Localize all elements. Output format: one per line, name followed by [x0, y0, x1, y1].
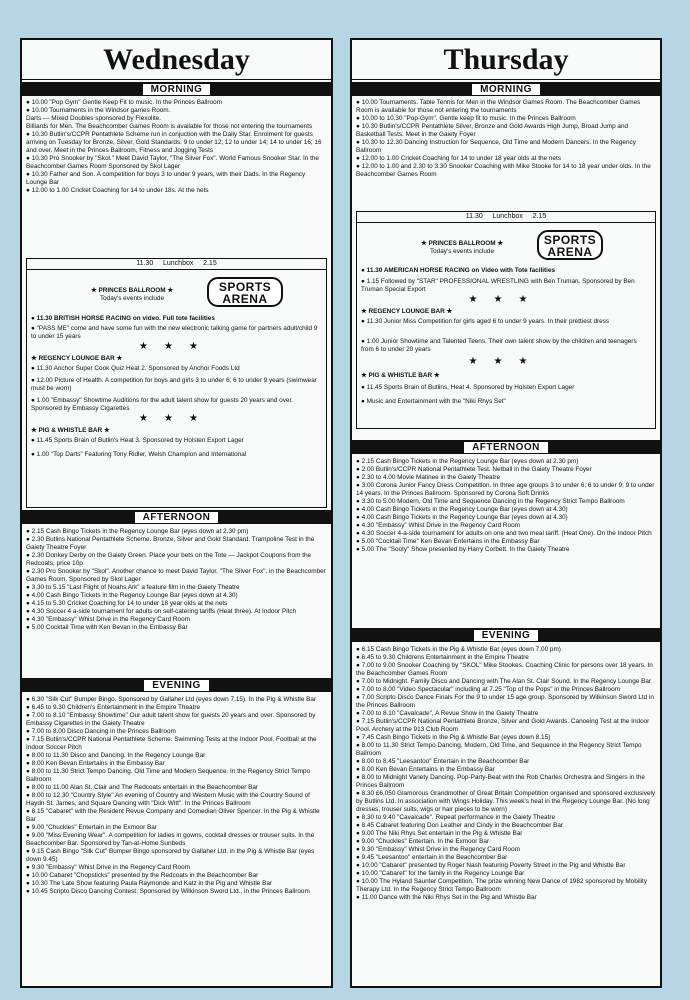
event-item: ● 8.00 to 11.00 Alan St. Clair and The Redcoats entertain in the Beachcomber Bar [26, 784, 259, 791]
event-item: ● 3.30 to 5.15 "Last Flight of Noahs Ark" a feature film in the Gaiety Theatre [26, 584, 240, 591]
evening-list [356, 646, 656, 986]
section-label: MORNING [142, 83, 212, 96]
afternoon-header [352, 440, 660, 454]
event-item: ● 2.30 Donkey Derby on the Gaiety Green. Place your bets on the Tote — Jackpot Coupons from the Redcoats, price 10p [26, 552, 312, 567]
event-item: ● 8.00 to 11.30 Strict Tempo Dancing. Old Time and Modern Sequence. In the Regency Strict Tempo Ballroom [26, 768, 311, 783]
lunch-item: ● 11.30 Anchor Super Cook Quiz Heat 2. Sponsored by Anchor Foods Ltd [31, 365, 240, 372]
event-item: ● 2.30 Pro Snooker by "Skol". Another chance to meet David Taylor, "The Silver Fox", in the Beachcomber Games Room. Sponsored by Skol Lager [26, 568, 326, 583]
event-item: ● 7.00 to Midnight. Family Disco and Dancing with The Alan St. Clair Sound. In the Regency Lounge Bar [356, 678, 652, 685]
event-item: ● 4.00 Cash Bingo Tickets in the Regency Lounge Bar (eyes down at 4.30) [26, 592, 238, 599]
event-item: ● 5.00 "Cocktail Time" Ken Bevan Entertains in the Embassy Bar [356, 538, 540, 545]
event-item: ● 9.15 Cash Bingo "Silk Cut" Bumper Bingo sponsored by Gallaher Ltd. in the Pig & Whistle Bar (eyes down 9.45) [26, 848, 315, 863]
event-item: ● 7.00 to 8.00 Disco Dancing in the Princes Ballroom [26, 728, 176, 735]
event-item: ● 2.30 Butlins National Pentathlete Scheme. Bronze, Silver and Gold Standard. Trampoline Test in the Gaiety Theatre Foyer [26, 536, 315, 551]
event-item: ● 12.00 to 1.00 and 2.30 to 3.30 Snooker Coaching with Mike Stooke for 14 to 18 year under olds. In the Beachcomber Games Room [356, 163, 651, 178]
sports-arena-logo: SPORTS ARENA [537, 230, 603, 260]
event-item: ● 8.00 to Midnight Variety Dancing. Pop-Party-Beat with the Rob Charles Orchestra and Singers in the Princes Ballroom [356, 774, 645, 789]
event-item: ● 7.00 to 8.10 "Embassy Showtime" Our adult talent show for guests 20 years and over. Sponsored by Embassy Cigarettes in the Gaiety Theatre [26, 712, 316, 727]
stars-divider: ★★★ [139, 341, 214, 352]
thursday-column [350, 38, 662, 988]
event-item: ● 8.00 to 11.30 Disco and Dancing. In the Regency Lounge Bar [26, 752, 206, 759]
event-item: ● 9.30 "Embassy" Whist Drive in the Regency Card Room [26, 864, 190, 871]
lunch-end: 2.15 [203, 260, 217, 267]
lunchbox-panel [26, 258, 327, 508]
section-label: MORNING [471, 83, 541, 96]
wednesday-column [20, 38, 333, 988]
event-item: ● 2.00 Butlin's/CCPR National Pentathlete Test. Netball in the Gaiety Theatre Foyer [356, 466, 592, 473]
sports-arena-logo: SPORTS ARENA [207, 277, 283, 307]
event-item: ● 10.00 Tournaments. Table Tennis for Men in the Windsor Games Room. The Beachcomber Games Room is available for those not entering the tournaments [356, 99, 641, 114]
event-item: ● 8.45 Cabaret featuring Don Leather and Cindy in the Beachcomber Bar [356, 822, 564, 829]
event-item: ● 5.00 The "Sooty" Show presented by Harry Corbett. In the Gaiety Theatre [356, 546, 570, 553]
event-item: ● 10.30 Butlin's/CCPR Pentathlete Scheme run in conjuction with the Daily Star. Enrolment for guests arriving on Tuesday for Bronze, Silver, Gold Standards. 9 to under 12; 12 to under 14; 14 to under 16; 16 and over. Meet in the Princes Ballroom, Fitness and Jogging Tests [26, 131, 322, 154]
princes-ballroom-heading: ★ PRINCES BALLROOM ★ [420, 240, 504, 247]
event-item: ● 3.00 Corona Junior Fancy Dress Competition. In three age groups 3 to under 6; 6 to under 9; 9 to under 14 years. In the Princes Ballroom. Sponsored by Corona Soft Drinks [356, 482, 655, 497]
event-item: ● 4.30 "Embassy" Whist Drive in the Regency Card Room [356, 522, 520, 529]
event-item: ● 4.00 Cash Bingo Tickets in the Regency Lounge Bar (eyes down at 4.30) [356, 506, 568, 513]
event-item: ● 10.45 Scripto Disco Dancing Contest. Sponsored by Wilkinson Sword Ltd., in the Princes Ballroom [26, 888, 310, 895]
event-item: ● 6.45 to 9.30 Children's Entertainment in the Empire Theatre [26, 704, 201, 711]
event-item: ● 12.00 to 1.00 Cricket Coaching for 14 to under 18 year olds at the nets [356, 155, 561, 162]
lunch-label: Lunchbox [163, 260, 194, 267]
event-item: ● 10.00 "Pop Gym" Gentle Keep Fit to music. In the Princes Ballroom [26, 99, 222, 106]
morning-header [22, 82, 331, 96]
event-item: ● 8.00 Ken Bevan Entertains in the Embassy Bar [356, 766, 495, 773]
princes-ballroom-heading: ★ PRINCES BALLROOM ★ [90, 287, 174, 294]
lunch-start: 11.30 [465, 213, 483, 220]
afternoon-list [26, 528, 327, 676]
event-item: ● 3.30 to 5.00 Modern, Old Time and Sequence Dancing in the Regency Strict Tempo Ballroom [356, 498, 625, 505]
event-item: ● 7.45 Cash Bingo Tickets in the Pig & Whistle Bar (eyes down 8.15) [356, 734, 551, 741]
lunch-item: ● 1.00 Junior Showtime and Talented Teens. Their own talent show by the children and teenagers from 6 to under 20 years [361, 338, 637, 353]
event-item: ● 10.30 The Late Show featuring Paula Raymonde and Katz in the Pig and Whistle Bar [26, 880, 273, 887]
event-item: ● 8.15 "Cabaret" with the Resident Revue Company and Comedian Oliver Spencer. In the Pig & Whistle Bar [26, 808, 320, 823]
event-item: Darts — Mixed Doubles sponsored by Flexolite. [26, 115, 161, 122]
day-title: Wednesday [22, 40, 331, 80]
lunch-item: ● 11.30 Junior Miss Competition for girls aged 6 to under 9 years. In their prettiest dress [361, 318, 610, 325]
regency-lounge-heading: ★ REGENCY LOUNGE BAR ★ [31, 355, 123, 362]
event-item: ● 7.15 Butlin's/CCPR National Pentathlete Bronze, Silver and Gold Awards. Canoeing Test at the Indoor Pool. Archery at the 913 Club Room [356, 718, 650, 733]
lunchbox-header [27, 259, 326, 270]
event-item: ● 4.30 Soccer 4 a-side tournament for adults on self-catering tariffs (Heat three). At Indoor Pitch [26, 608, 297, 615]
day-title: Thursday [352, 40, 660, 80]
morning-list [26, 99, 327, 259]
event-item: Billiards for Men. The Beachcomber Games Room is available for those not entering the tournaments [26, 123, 313, 130]
event-item: ● 10.00 to 10.30 "Pop-Gym". Gentle keep fit to music. In the Princes Ballroom [356, 115, 576, 122]
event-item: ● 9.00 The Niki Rhys Set entertain in the Pig & Whistle Bar [356, 830, 523, 837]
event-item: ● 10.00 Cabaret "Chopsticks" presented by the Redcoats in the Beachcomber Bar [26, 872, 259, 879]
event-item: ● 2.30 to 4.00 Movie Matinee in the Gaiety Theatre [356, 474, 501, 481]
stars-divider: ★★★ [468, 356, 544, 367]
event-item: ● 10.00 "Cabaret" for the family in the Regency Lounge Bar [356, 870, 525, 877]
lunch-item: ● 1.00 "Embassy" Showtime Auditions for the adult talent show for guests 20 years and over. Sponsored by Embassy Cigarettes [31, 397, 294, 412]
event-item: ● 6.45 to 9.30 Childrens Entertainment in the Empire Theatre [356, 654, 529, 661]
lunchbox-panel [356, 211, 656, 429]
lunch-item: ● 12.00 Picture of Health. A competition for boys and girls 3 to under 6; 6 to under 9 years (swimwear must be worn) [31, 377, 317, 392]
princes-ballroom-sub: Today's events include [429, 248, 495, 255]
event-item: ● 7.00 to 8.00 "Video Spectacular" including at 7.25 "Top of the Pops" in the Princes Ballroom [356, 686, 620, 693]
event-item: ● 8.00 to 11.30 Strict Tempo Dancing. Modern, Old Time, and Sequence in the Regency Strict Tempo Ballroom [356, 742, 642, 757]
event-item: ● 11.00 Dance with the Niki Rhys Set in the Pig and Whistle Bar [356, 894, 537, 901]
event-item: ● 8.00 Ken Bevan Entertains in the Embassy Bar [26, 760, 165, 767]
event-item: ● 10.00 The Hyland Saunter Competition. The prize winning New Dance of 1982 sponsored by Mobility Therapy Ltd. In the Regency Strict Tempo Ballroom [356, 878, 648, 893]
event-item: ● 7.15 Butlin's/CCPR National Pentathlete Scheme. Swimming Tests at the Indoor Pool. Football at the Indoor Soccer Pitch [26, 736, 317, 751]
event-item: ● 7.00 to 8.10 "Cavalcade", A Revue Show in the Gaiety Theatre [356, 710, 539, 717]
event-item: ● 4.15 to 5.30 Cricket Coaching for 14 to under 18 year olds at the nets [26, 600, 228, 607]
event-item: ● 4.30 Soccer 4-a-side tournament for adults on one and two meal tariff. (Heat One). On the Indoor Pitch [356, 530, 652, 537]
morning-list [356, 99, 656, 219]
lunch-item: ● 1.15 Followed by "STAR" PROFESSIONAL WRESTLING with Ben Truman. Sponsored by Ben Truman Special Export [361, 278, 635, 293]
event-item: ● 8.30 to 9.40 "Cavalcade". Repeat performance in the Gaiety Theatre [356, 814, 556, 821]
lunchbox-header [357, 212, 655, 223]
event-item: ● 10.30 Butlin's/CCPR Pentathlete Silver, Bronze and Gold Awards High Jump, Broad Jump and Basketball Tests. Meet in the Gaiety Foyer [356, 123, 629, 138]
event-item: ● 10.30 Pro Snooker by "Skol." Meet David Taylor, "The Silver Fox". World Famous Snooker Star. In the Beachcomber Games Room Sponsored by Skol Lager [26, 155, 319, 170]
lunch-item: ● 11.30 AMERICAN HORSE RACING on Video with Tote facilities [361, 267, 556, 274]
event-item: ● 5.00 Cocktail Time with Ken Bevan in the Embassy Bar [26, 624, 188, 631]
stars-divider: ★★★ [468, 294, 544, 305]
event-item: ● 9.00 "Miss Evening Wear". A competition for ladies in gowns, cocktail dresses or trouser suits. In the Beachcomber Bar. Sponsored by Tan-at-Home Sunbeds [26, 832, 315, 847]
event-item: ● 10.30 Father and Son. A competition for boys 3 to under 9 years, with their Dads. In the Regency Lounge Bar [26, 171, 306, 186]
afternoon-list [356, 458, 656, 628]
lunch-item: ● 11.45 Sports Brain of Butlin's Heat 3. Sponsored by Holsten Export Lager [31, 437, 244, 444]
evening-list [26, 696, 327, 986]
event-item: ● 6.15 Cash Bingo Tickets in the Pig & Whistle Bar (eyes down 7.00 pm) [356, 646, 561, 653]
event-item: ● 8.30 £6,050 Glamorous Grandmother of Great Britain Competition organised and sponsored exclusively by Butlins Ltd. In association with Wings Holiday. This week's heat in the Regency Lounge Bar. (No long dresses, trouser suits, wigs or hair pieces to be worn) [356, 790, 656, 813]
event-item: ● 8.00 to 8.45 "Leesantoo" Entertain in the Beachcomber Bar [356, 758, 530, 765]
lunch-item: ● 11.45 Sports Brain of Butlins, Heat 4. Sponsored by Holsten Export Lager [361, 384, 575, 391]
lunch-end: 2.15 [532, 213, 547, 220]
event-item: ● 9.30 "Embassy" Whist Drive in the Regency Card Room [356, 846, 520, 853]
event-item: ● 8.00 to 12.30 "Country Style" An evening of Country and Western Music with the Country Sound of Haydn St. James, and Square Dancing with "Dick Witt". In the Princes Ballroom [26, 792, 310, 807]
morning-header [352, 82, 660, 96]
event-item: ● 10.30 to 12.30 Dancing Instruction for Sequence, Old Time and Modern Dancers. In the Regency Ballroom [356, 139, 636, 154]
lunch-item: ● "PASS ME" come and have some fun with the new electronic talking game for partners adult/child 9 to under 15 years [31, 325, 318, 340]
event-item: ● 9.45 "Leesantoo" entertain in the Beachcomber Bar [356, 854, 508, 861]
lunch-item: ● Music and Entertainment with the "Niki Rhys Set" [361, 398, 506, 405]
lunch-start: 11.30 [136, 260, 154, 267]
section-label: AFTERNOON [134, 511, 220, 524]
princes-ballroom-sub: Today's events include [99, 295, 165, 302]
event-item: ● 10.00 "Cabaret" presented by Roger Nash featuring Poverty Street in the Pig and Whistle Bar [356, 862, 626, 869]
pig-whistle-heading: ★ PIG & WHISTLE BAR ★ [361, 372, 440, 379]
event-item: ● 9.00 "Chuckles" Entertain. In the Exmoor Bar [356, 838, 490, 845]
event-item: ● 4.00 Cash Bingo Tickets in the Regency Lounge Bar (eyes down at 4.30) [356, 514, 568, 521]
evening-header [352, 628, 660, 642]
event-item: ● 10.00 Tournaments in the Windsor games Room. [26, 107, 171, 114]
lunch-item: ● 1.00 "Top Darts" Featuring Tony Ridler, Welsh Champion and International [31, 451, 247, 458]
stars-divider: ★★★ [139, 413, 214, 424]
afternoon-header [22, 510, 331, 524]
lunch-item: ● 11.30 BRITISH HORSE RACING on video. Full tote facilities [31, 315, 215, 322]
evening-header [22, 678, 331, 692]
regency-lounge-heading: ★ REGENCY LOUNGE BAR ★ [361, 308, 453, 315]
event-item: ● 12.00 to 1.00 Cricket Coaching for 14 to under 18s. At the nets [26, 187, 209, 194]
event-item: ● 4.30 "Embassy" Whist Drive in the Regency Card Room [26, 616, 190, 623]
event-item: ● 7.00 to 9.00 Snooker Coaching by "SKOL" Mike Stookes. Coaching Clinic for persons over 18 years. In the Beachcomber Games Room [356, 662, 653, 677]
event-item: ● 7.00 Scripto Disco Dance Finals For the 9 to under 15 age group. Sponsored by Wilkinson Sword Ltd in the Princes Ballroom [356, 694, 654, 709]
event-item: ● 2.15 Cash Bingo Tickets in the Regency Lounge Bar (eyes down at 2.30 pm) [356, 458, 579, 465]
event-item: ● 6.30 "Silk Cut" Bumper Bingo. Sponsored by Gallaher Ltd (eyes down 7.15). In the Pig & Whistle Bar [26, 696, 317, 703]
section-label: EVENING [473, 629, 540, 642]
event-item: ● 2.15 Cash Bingo Tickets in the Regency Lounge Bar (eyes down at 2.30 pm) [26, 528, 249, 535]
section-label: EVENING [143, 679, 210, 692]
lunch-label: Lunchbox [492, 213, 523, 220]
event-item: ● 9.00 "Chuckles" Entertain in the Exmoor Bar [26, 824, 157, 831]
section-label: AFTERNOON [463, 441, 549, 454]
pig-whistle-heading: ★ PIG & WHISTLE BAR ★ [31, 427, 110, 434]
